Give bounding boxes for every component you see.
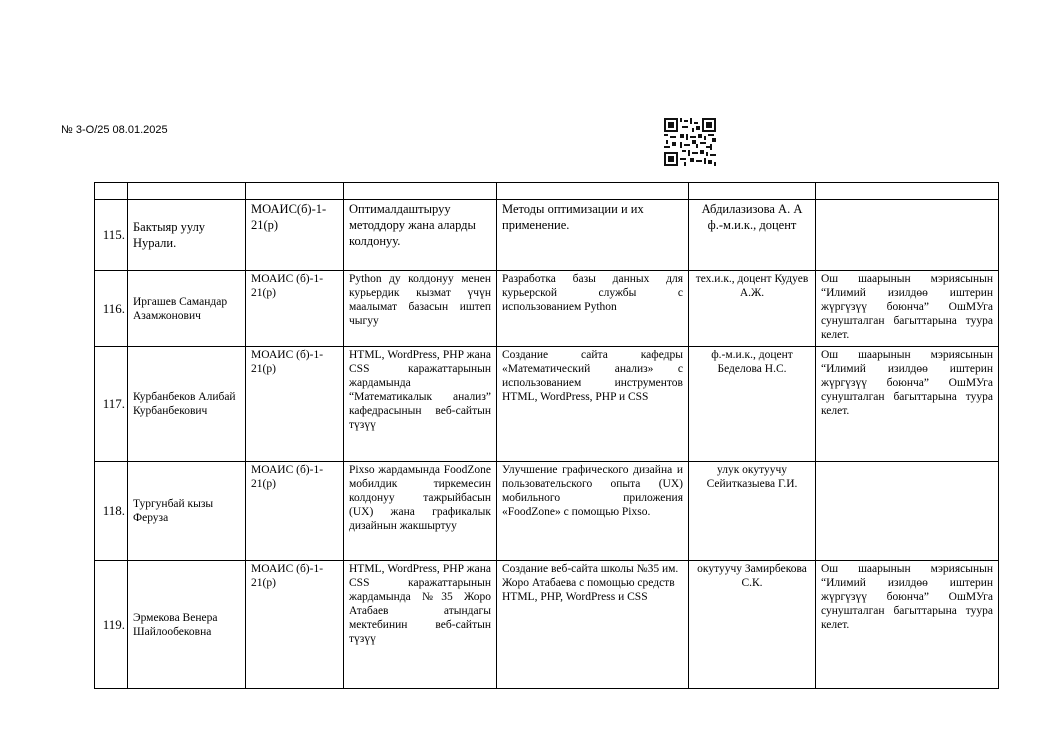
group-code: МОАИС(б)-1-21(р) <box>246 200 344 271</box>
note <box>816 200 999 271</box>
topic-russian: Разработка базы данных для курьерской службы с использованием Python <box>497 271 689 347</box>
header-cell <box>344 183 497 200</box>
note <box>816 462 999 561</box>
supervisor: улук окутуучу Сейитказыева Г.И. <box>689 462 816 561</box>
table-row <box>95 561 999 689</box>
table-row <box>95 462 999 561</box>
note: Ош шаарынын мэриясынын “Илимий изилдөө иштерин жүргүзүү боюнча” ОшМУга сунушталган багыттарына туура келет. <box>816 271 999 347</box>
topics-table <box>94 182 999 689</box>
row-number: 118. <box>95 462 128 561</box>
group-code: МОАИС (б)-1-21(р) <box>246 561 344 689</box>
group-code: МОАИС (б)-1-21(р) <box>246 347 344 462</box>
header-cell <box>128 183 246 200</box>
supervisor: окутуучу Замирбекова С.К. <box>689 561 816 689</box>
student-name: Бактыяр уулу Нурали. <box>128 200 246 271</box>
group-code: МОАИС (б)-1-21(р) <box>246 462 344 561</box>
topic-russian: Создание сайта кафедры «Математический анализ» с использованием инструментов HTML, WordPress, PHP и CSS <box>497 347 689 462</box>
row-number: 115. <box>95 200 128 271</box>
topic-russian: Улучшение графического дизайна и пользовательского опыта (UX) мобильного приложения «FoodZone» с помощью Pixso. <box>497 462 689 561</box>
note: Ош шаарынын мэриясынын “Илимий изилдөө иштерин жүргүзүү боюнча” ОшМУга сунушталган багыттарына туура келет. <box>816 347 999 462</box>
topic-russian: Методы оптимизации и их применение. <box>497 200 689 271</box>
table-row <box>95 271 999 347</box>
topic-kyrgyz: HTML, WordPress, PHP жана CSS каражаттарынын жардамында №35 Жоро Атабаев атындагы мектебинин веб-сайтын түзүү <box>344 561 497 689</box>
supervisor: ф.-м.и.к., доцент Беделова Н.С. <box>689 347 816 462</box>
row-number: 117. <box>95 347 128 462</box>
row-number: 119. <box>95 561 128 689</box>
note: Ош шаарынын мэриясынын “Илимий изилдөө иштерин жүргүзүү боюнча” ОшМУга сунушталган багыттарына туура келет. <box>816 561 999 689</box>
student-name: Тургунбай кызы Феруза <box>128 462 246 561</box>
table-row <box>95 200 999 271</box>
supervisor: тех.и.к., доцент Кудуев А.Ж. <box>689 271 816 347</box>
topic-kyrgyz: Pixso жардамында FoodZone мобилдик тиркемесин колдонуу тажрыйбасын (UX) жана графикалык дизайнын жакшыртуу <box>344 462 497 561</box>
student-name: Иргашев Самандар Азамжонович <box>128 271 246 347</box>
supervisor: Абдилазизова А. А ф.-м.и.к., доцент <box>689 200 816 271</box>
header-cell <box>689 183 816 200</box>
header-cell <box>95 183 128 200</box>
qr-code-icon <box>664 118 716 166</box>
header-cell <box>816 183 999 200</box>
topic-kyrgyz: Оптималдаштыруу методдору жана аларды колдонуу. <box>344 200 497 271</box>
student-name: Эрмекова Венера Шайлообековна <box>128 561 246 689</box>
student-name: Курбанбеков Алибай Курбанбекович <box>128 347 246 462</box>
row-number: 116. <box>95 271 128 347</box>
topic-kyrgyz: Python ду колдонуу менен курьердик кызмат үчүн маалымат базасын иштеп чыгуу <box>344 271 497 347</box>
document-number: № 3-О/25 08.01.2025 <box>61 124 168 136</box>
topic-kyrgyz: HTML, WordPress, PHP жана CSS каражаттарынын жардамында “Математикалык анализ” кафедрасынын веб-сайтын түзүү <box>344 347 497 462</box>
header-cell <box>246 183 344 200</box>
group-code: МОАИС (б)-1-21(р) <box>246 271 344 347</box>
table-row <box>95 347 999 462</box>
topic-russian: Создание веб-сайта школы №35 им. Жоро Атабаева с помощью средств HTML, PHP, WordPress и CSS <box>497 561 689 689</box>
table-header-row <box>95 183 999 200</box>
header-cell <box>497 183 689 200</box>
